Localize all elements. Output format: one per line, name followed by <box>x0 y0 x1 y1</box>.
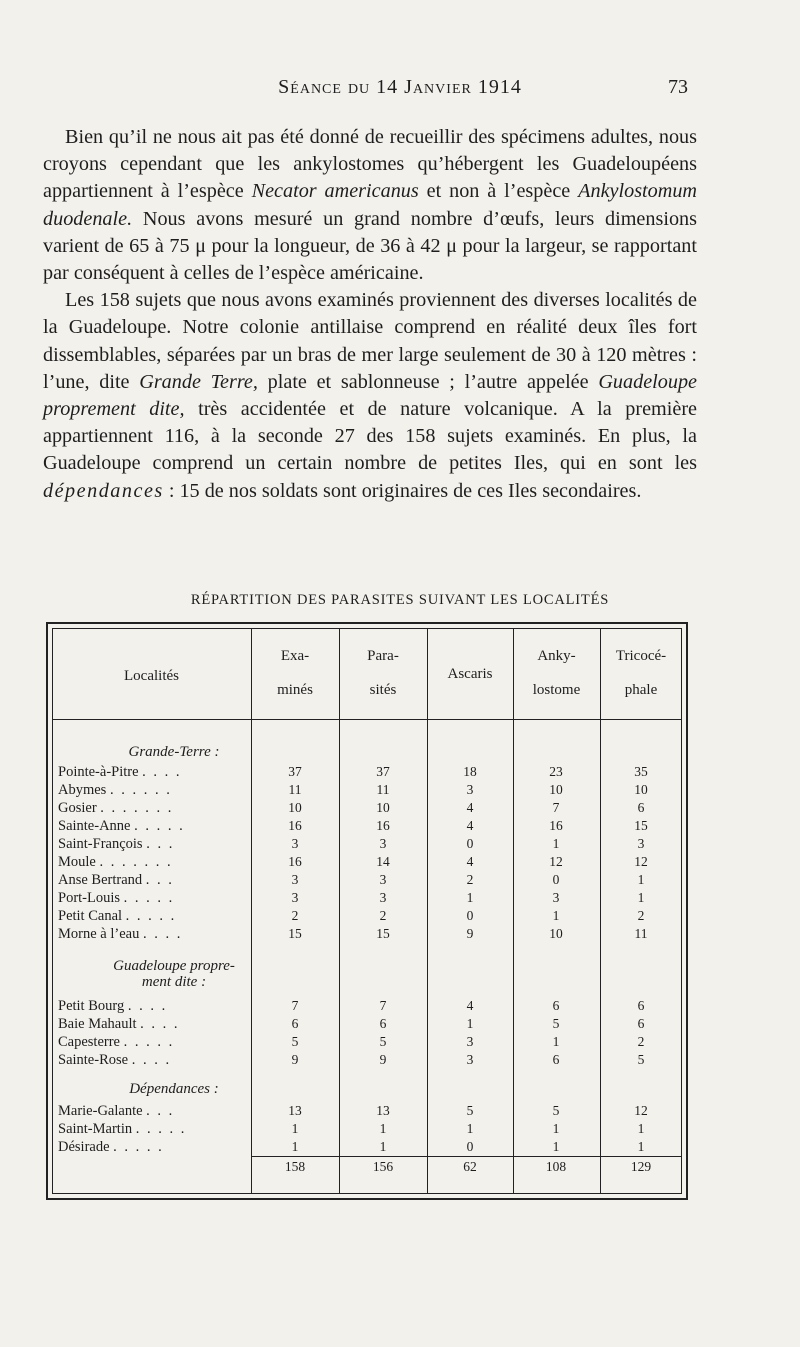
cell-ascaris: 18 <box>463 764 477 779</box>
cell-tricocephale: 12 <box>634 854 648 869</box>
cell-ascaris: 3 <box>466 1052 474 1067</box>
total-examines: 158 <box>284 1159 306 1174</box>
cell-ankylostome: 23 <box>549 764 563 779</box>
cell-examines: 2 <box>291 908 299 923</box>
header-parasites-1: Para- <box>367 648 399 664</box>
cell-examines: 7 <box>291 998 299 1013</box>
cell-parasites: 6 <box>379 1016 387 1031</box>
cell-ankylostome: 0 <box>552 872 560 887</box>
leader-dots: . . . . . . <box>109 782 172 798</box>
cell-ascaris: 4 <box>466 998 474 1013</box>
localite-name: Pointe-à-Pitre <box>58 764 139 780</box>
cell-examines: 3 <box>291 890 299 905</box>
cell-localite <box>58 1121 248 1138</box>
cell-tricocephale: 1 <box>637 890 645 905</box>
cell-ascaris: 0 <box>466 908 474 923</box>
table-row <box>48 800 686 818</box>
localite-name: Marie-Galante <box>58 1103 143 1119</box>
table-row <box>48 1052 686 1070</box>
cell-examines: 1 <box>291 1121 299 1136</box>
group-grande-terre: Grande-Terre : <box>128 744 220 760</box>
cell-localite <box>58 1016 248 1033</box>
cell-examines: 37 <box>288 764 302 779</box>
cell-examines: 11 <box>288 782 302 797</box>
cell-parasites: 1 <box>379 1139 387 1154</box>
table-row <box>48 1121 686 1139</box>
leader-dots: . . . . . <box>134 818 185 834</box>
cell-ankylostome: 1 <box>552 908 560 923</box>
p2-italic-guadeloupe: Guadeloupe proprement dite, <box>43 370 697 421</box>
cell-tricocephale: 35 <box>634 764 648 779</box>
leader-dots: . . . <box>145 872 174 888</box>
cell-tricocephale: 2 <box>637 1034 645 1049</box>
cell-ascaris: 4 <box>466 854 474 869</box>
cell-tricocephale: 1 <box>637 1121 645 1136</box>
cell-ankylostome: 12 <box>549 854 563 869</box>
leader-dots: . . . . <box>131 1052 172 1068</box>
paragraph-2 <box>43 287 697 505</box>
localite-name: Petit Bourg <box>58 998 125 1014</box>
cell-ascaris: 3 <box>466 1034 474 1049</box>
localite-name: Abymes <box>58 782 107 798</box>
cell-localite <box>58 998 248 1015</box>
cell-ankylostome: 10 <box>549 782 563 797</box>
leader-dots: . . . . <box>127 998 168 1014</box>
cell-parasites: 7 <box>379 998 387 1013</box>
table-row <box>48 1139 686 1157</box>
header-localites: Localités <box>124 668 179 684</box>
table-row <box>48 872 686 890</box>
cell-ankylostome: 7 <box>552 800 560 815</box>
cell-ankylostome: 5 <box>552 1103 560 1118</box>
cell-examines: 16 <box>288 854 302 869</box>
cell-ascaris: 3 <box>466 782 474 797</box>
cell-ankylostome: 1 <box>552 1139 560 1154</box>
cell-parasites: 16 <box>376 818 390 833</box>
localite-name: Morne à l’eau <box>58 926 140 942</box>
header-ankylostome-1: Anky- <box>537 648 576 664</box>
leader-dots: . . . . . <box>125 908 177 924</box>
localite-name: Port-Louis <box>58 890 121 906</box>
cell-tricocephale: 2 <box>637 908 645 923</box>
paragraph-1 <box>43 124 697 287</box>
cell-localite <box>58 764 248 781</box>
header-tricocephale-1: Tricocé- <box>615 648 667 664</box>
cell-parasites: 3 <box>379 872 387 887</box>
cell-ankylostome: 3 <box>552 890 560 905</box>
leader-dots: . . . <box>146 836 175 852</box>
cell-ankylostome: 1 <box>552 836 560 851</box>
cell-parasites: 2 <box>379 908 387 923</box>
cell-ankylostome: 6 <box>552 998 560 1013</box>
localite-name: Anse Bertrand <box>58 872 143 888</box>
cell-ankylostome: 5 <box>552 1016 560 1031</box>
cell-parasites: 9 <box>379 1052 387 1067</box>
cell-parasites: 5 <box>379 1034 387 1049</box>
cell-ankylostome: 6 <box>552 1052 560 1067</box>
cell-examines: 13 <box>288 1103 302 1118</box>
cell-ascaris: 4 <box>466 800 474 815</box>
cell-localite <box>58 890 248 907</box>
header-examines-1: Exa- <box>280 648 310 664</box>
cell-localite <box>58 1103 248 1120</box>
cell-ankylostome: 16 <box>549 818 563 833</box>
localite-name: Gosier <box>58 800 97 816</box>
p2-italic-grande-terre: Grande Terre, <box>139 370 258 393</box>
leader-dots: . . . . . <box>135 1121 187 1137</box>
table-row <box>48 782 686 800</box>
cell-tricocephale: 6 <box>637 1016 645 1031</box>
cell-parasites: 13 <box>376 1103 390 1118</box>
leader-dots: . . . . <box>142 764 182 780</box>
cell-tricocephale: 1 <box>637 872 645 887</box>
cell-ascaris: 0 <box>466 1139 474 1154</box>
leader-dots: . . . . <box>140 1016 180 1032</box>
localite-name: Moule <box>58 854 96 870</box>
p1-text-1: Bien qu’il ne nous ait pas été donné de recueillir des spécimens adultes, nous croyons cependant que les ankylostomes qu’hébergent les Guadeloupéens appartiennent à l’espèce <box>43 126 697 203</box>
cell-examines: 3 <box>291 872 299 887</box>
p1-text-3: Nous avons mesuré un grand nombre d’œufs, leurs dimensions varient de 65 à 75 μ pour la longueur, de 36 à 42 μ pour la largeur, se rapportant par conséquent à celles de l’espèce américaine. <box>43 207 697 285</box>
total-ascaris: 62 <box>463 1159 477 1174</box>
localite-name: Sainte-Anne <box>58 818 131 834</box>
cell-localite <box>58 854 248 871</box>
p2-text-2: plate et sablonneuse ; l’autre appelée <box>257 370 599 393</box>
header-parasites-2: sités <box>369 682 397 698</box>
page-header <box>0 76 800 106</box>
cell-tricocephale: 12 <box>634 1103 648 1118</box>
localite-name: Baie Mahault <box>58 1016 137 1032</box>
cell-parasites: 1 <box>379 1121 387 1136</box>
table-row <box>48 908 686 926</box>
cell-localite <box>58 872 248 889</box>
header-ankylostome-2: lostome <box>532 682 581 698</box>
cell-tricocephale: 11 <box>634 926 648 941</box>
cell-localite <box>58 1052 248 1069</box>
cell-ascaris: 4 <box>466 818 474 833</box>
leader-dots: . . . . . <box>123 890 175 906</box>
cell-tricocephale: 5 <box>637 1052 645 1067</box>
cell-ascaris: 0 <box>466 836 474 851</box>
table-row <box>48 818 686 836</box>
cell-parasites: 14 <box>376 854 390 869</box>
cell-examines: 16 <box>288 818 302 833</box>
cell-localite <box>58 782 248 799</box>
cell-localite <box>58 1139 248 1156</box>
table-row <box>48 926 686 944</box>
leader-dots: . . . . . <box>113 1139 164 1155</box>
table-row <box>48 1034 686 1052</box>
cell-localite <box>58 836 248 853</box>
localite-name: Saint-Martin <box>58 1121 133 1137</box>
cell-ascaris: 1 <box>466 890 474 905</box>
header-tricocephale-2: phale <box>624 682 658 698</box>
cell-parasites: 11 <box>376 782 390 797</box>
header-rule <box>52 719 682 720</box>
group-guadeloupe-1: Guadeloupe propre- <box>113 958 235 974</box>
header-examines-2: minés <box>277 682 313 698</box>
group-guadeloupe-2: ment dite : <box>141 974 207 990</box>
cell-parasites: 3 <box>379 836 387 851</box>
table-row <box>48 764 686 782</box>
table-row <box>48 854 686 872</box>
cell-parasites: 3 <box>379 890 387 905</box>
totals-row <box>48 1159 686 1179</box>
page-number: 73 <box>668 76 688 98</box>
localite-name: Désirade <box>58 1139 110 1155</box>
cell-localite <box>58 908 248 925</box>
cell-localite <box>58 926 248 943</box>
leader-dots: . . . . . <box>123 1034 175 1050</box>
cell-ascaris: 1 <box>466 1016 474 1031</box>
group-dependances: Dépendances : <box>129 1081 219 1097</box>
localite-name: Petit Canal <box>58 908 123 924</box>
p1-italic-ankylostomum: Ankylostomum duodenale. <box>43 180 697 230</box>
table-row <box>48 890 686 908</box>
localite-name: Sainte-Rose <box>58 1052 129 1068</box>
cell-parasites: 15 <box>376 926 390 941</box>
cell-examines: 10 <box>288 800 302 815</box>
cell-tricocephale: 6 <box>637 998 645 1013</box>
localite-name: Saint-François <box>58 836 143 852</box>
localite-name: Capesterre <box>58 1034 120 1050</box>
body-text <box>43 124 697 505</box>
cell-ankylostome: 10 <box>549 926 563 941</box>
cell-localite <box>58 818 248 835</box>
p2-text-3: très accidentée et de nature volcanique. A la première appartiennent 116, à la seconde 27 des 158 sujets examinés. En plus, la Guadeloupe comprend un certain nombre de petites Iles, qui en sont les <box>43 398 698 475</box>
p2-text-4: : 15 de nos soldats sont originaires de ces Iles secondaires. <box>163 479 642 502</box>
cell-tricocephale: 15 <box>634 818 648 833</box>
p1-text-2: et non à l’espèce <box>418 180 579 203</box>
p2-spaced-dependances: dépendances <box>43 479 164 502</box>
cell-parasites: 37 <box>376 764 390 779</box>
cell-localite <box>58 1034 248 1051</box>
cell-examines: 1 <box>291 1139 299 1154</box>
cell-tricocephale: 10 <box>634 782 648 797</box>
cell-ankylostome: 1 <box>552 1121 560 1136</box>
cell-examines: 3 <box>291 836 299 851</box>
total-ankylostome: 108 <box>545 1159 567 1174</box>
leader-dots: . . . . <box>142 926 183 942</box>
cell-ascaris: 5 <box>466 1103 474 1118</box>
cell-tricocephale: 3 <box>637 836 645 851</box>
cell-ascaris: 9 <box>466 926 474 941</box>
cell-ascaris: 1 <box>466 1121 474 1136</box>
running-title: Séance du 14 Janvier 1914 <box>278 76 522 98</box>
cell-examines: 15 <box>288 926 302 941</box>
cell-ascaris: 2 <box>466 872 474 887</box>
cell-localite <box>58 800 248 817</box>
total-tricocephale: 129 <box>630 1159 652 1174</box>
p1-italic-necator: Necator americanus <box>251 180 419 203</box>
cell-tricocephale: 1 <box>637 1139 645 1154</box>
leader-dots: . . . <box>146 1103 175 1119</box>
cell-parasites: 10 <box>376 800 390 815</box>
table-row <box>48 998 686 1016</box>
table-row <box>48 1103 686 1121</box>
leader-dots: . . . . . . . <box>100 800 174 816</box>
total-parasites: 156 <box>372 1159 394 1174</box>
cell-examines: 5 <box>291 1034 299 1049</box>
cell-tricocephale: 6 <box>637 800 645 815</box>
table-row <box>48 1016 686 1034</box>
table-row <box>48 836 686 854</box>
cell-ankylostome: 1 <box>552 1034 560 1049</box>
cell-examines: 6 <box>291 1016 299 1031</box>
leader-dots: . . . . . . . <box>99 854 173 870</box>
parasites-table <box>46 622 688 1200</box>
cell-examines: 9 <box>291 1052 299 1067</box>
p2-text-1: Les 158 sujets que nous avons examinés proviennent des diverses localités de la Guadeloupe. Notre colonie antillaise comprend en réalité deux îles fort dissemblables, séparées par un bras de mer large seulement de 30 à 120 mètres : l’une, dite <box>43 289 697 393</box>
header-ascaris: Ascaris <box>447 666 493 682</box>
table-title: RÉPARTITION DES PARASITES SUIVANT LES LOCALITÉS <box>190 592 610 608</box>
